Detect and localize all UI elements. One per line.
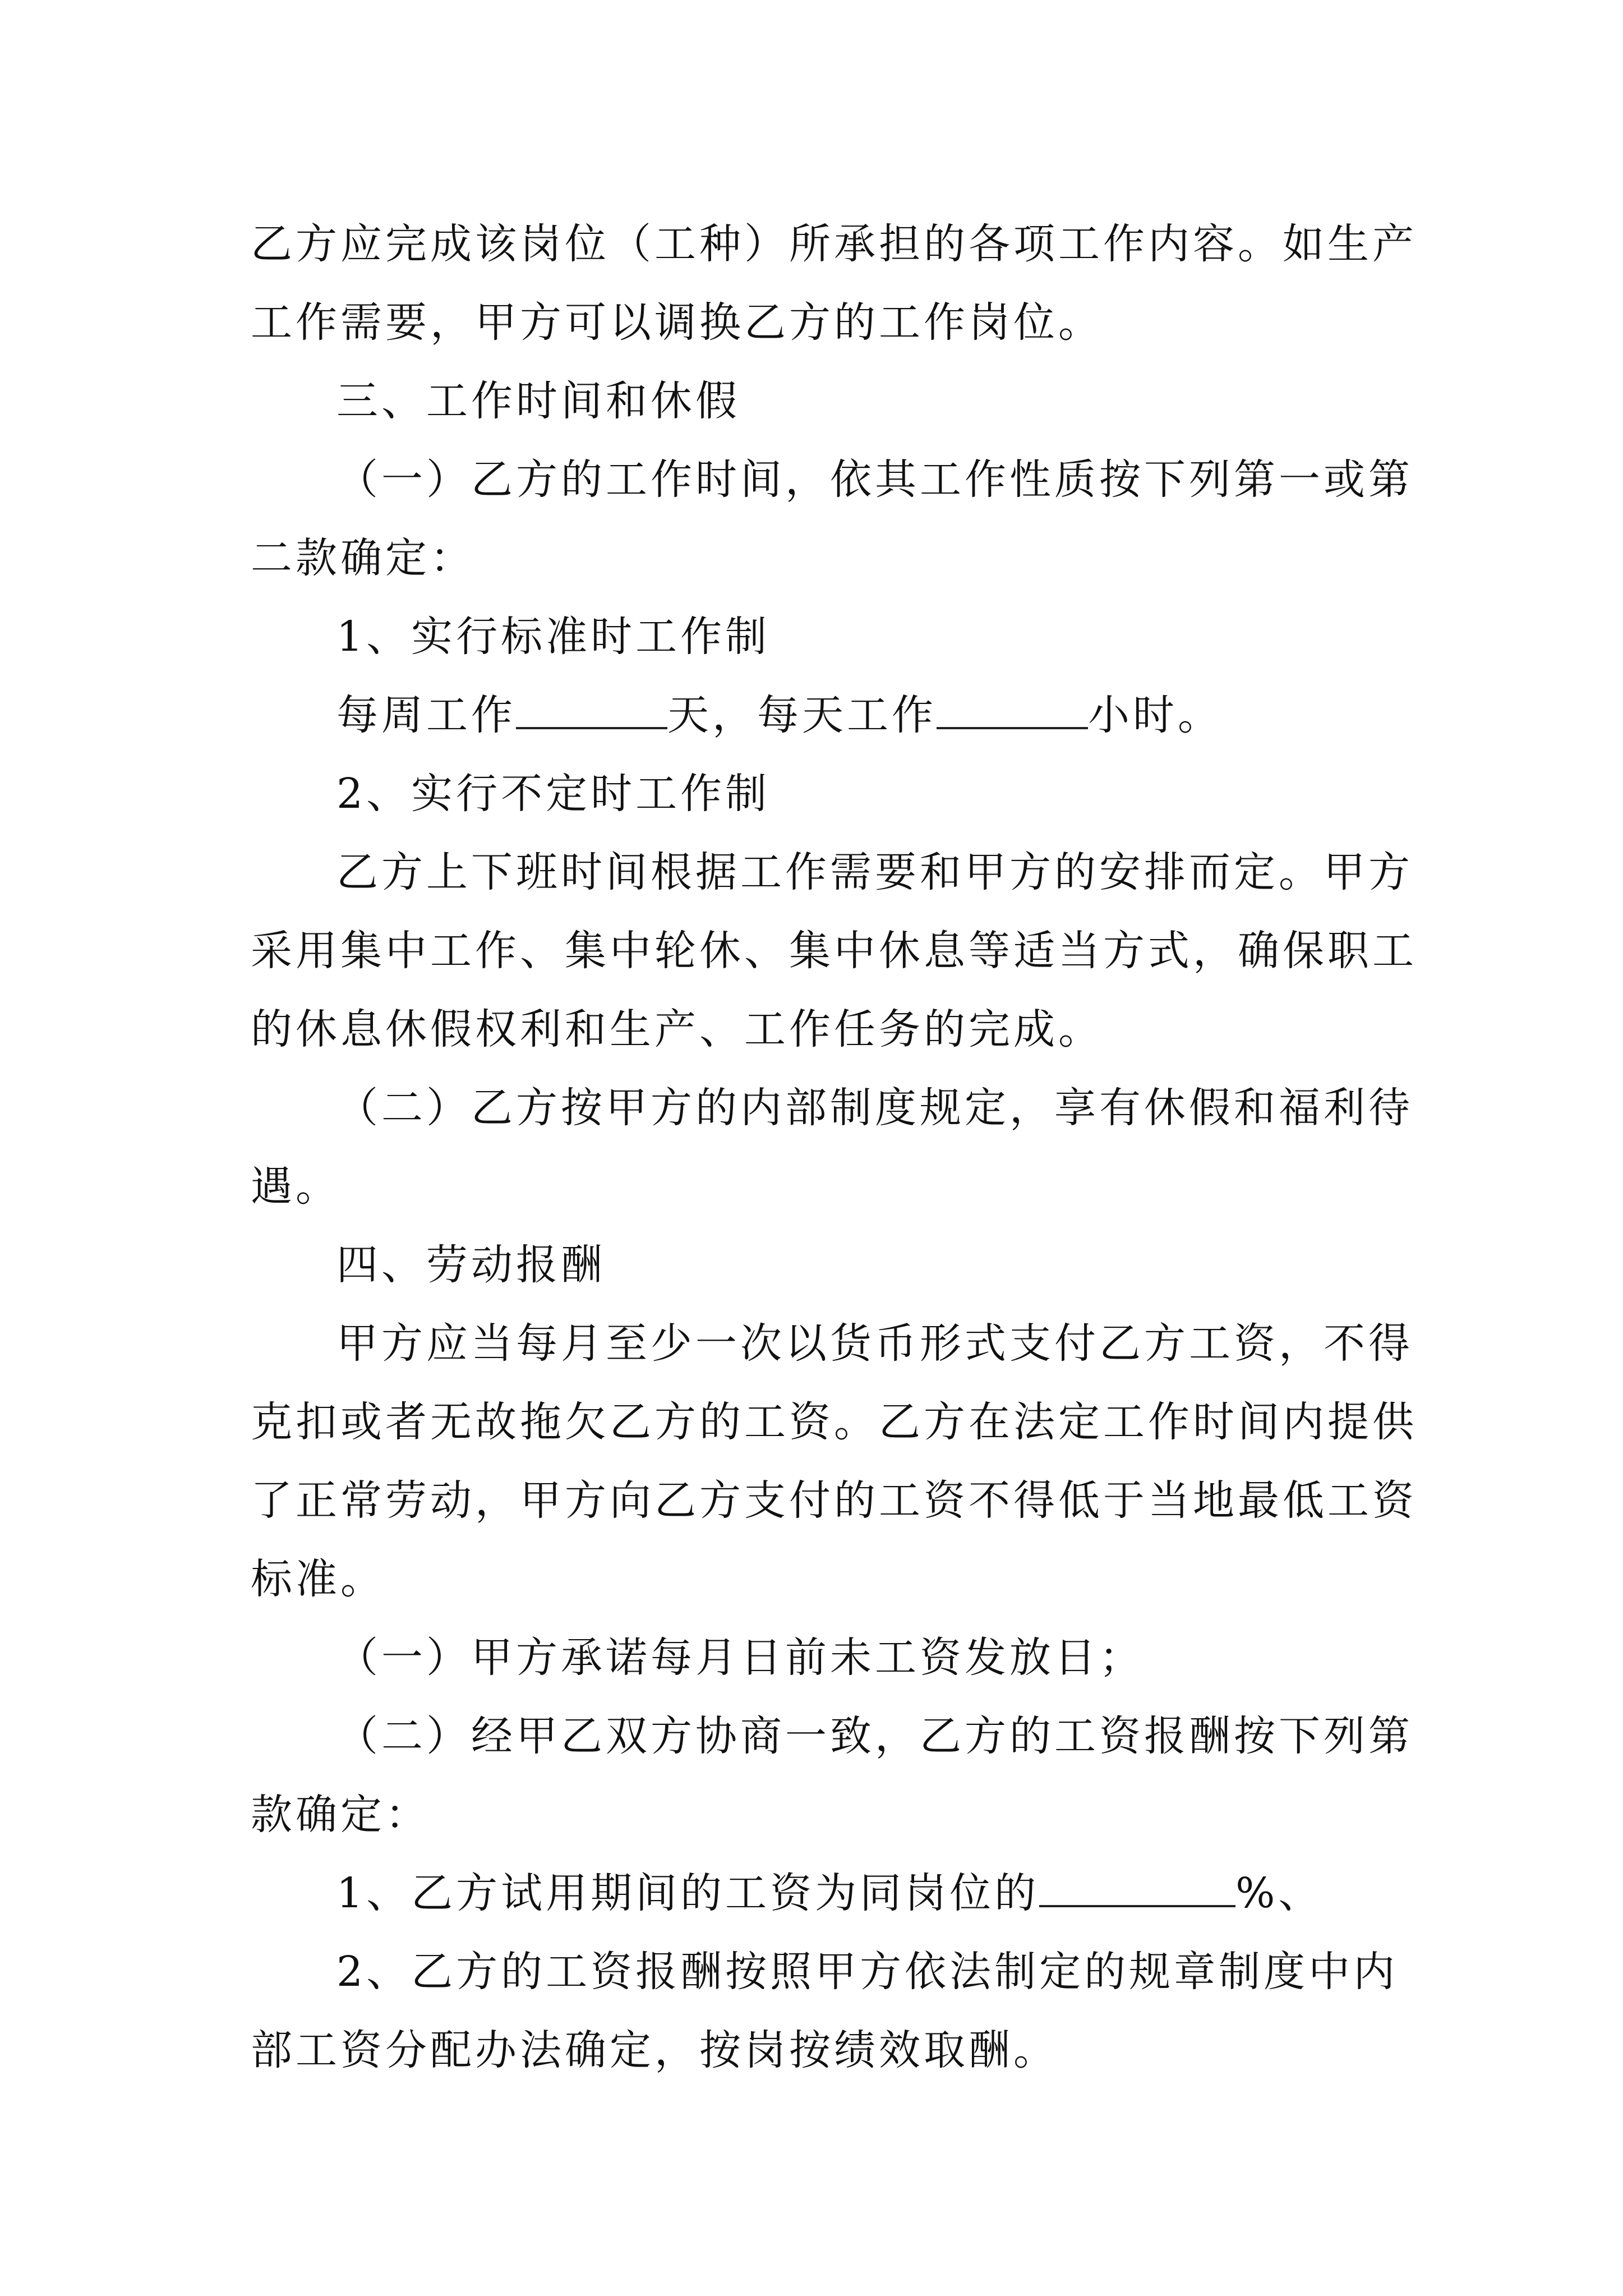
paragraph-line: 了正常劳动，甲方向乙方支付的工资不得低于当地最低工资 (251, 1476, 1417, 1525)
paragraph-line: 甲方应当每月至少一次以货币形式支付乙方工资，不得 (336, 1319, 1413, 1368)
work-week-text-1: 每周工作 (336, 691, 516, 739)
paragraph-line: 乙方上下班时间根据工作需要和甲方的安排而定。甲方 (336, 848, 1413, 896)
item-flexible-hours: 2、实行不定时工作制 (336, 770, 771, 818)
paragraph-line: 的休息休假权利和生产、工作任务的完成。 (251, 1005, 1103, 1053)
item-standard-hours: 1、实行标准时工作制 (336, 613, 771, 661)
clause-line: （二）经甲乙双方协商一致，乙方的工资报酬按下列第 (336, 1712, 1413, 1760)
clause-line: （二）乙方按甲方的内部制度规定，享有休假和福利待 (336, 1084, 1413, 1132)
clause-line: （一）甲方承诺每月日前未工资发放日； (336, 1634, 1144, 1682)
clause-line: （一）乙方的工作时间，依其工作性质按下列第一或第 (336, 455, 1413, 504)
paragraph-line: 2、乙方的工资报酬按照甲方依法制定的规章制度中内 (336, 1948, 1399, 1996)
clause-line: 二款确定： (251, 534, 475, 582)
section-heading-remuneration: 四、劳动报酬 (336, 1241, 606, 1289)
paragraph-line: 乙方应完成该岗位（工种）所承担的各项工作内容。如生产 (251, 220, 1417, 268)
hours-blank (937, 688, 1088, 729)
probation-text-1: 1、乙方试用期间的工资为同岗位的 (336, 1869, 1040, 1917)
paragraph-line: 部工资分配办法确定，按岗按绩效取酬。 (251, 2026, 1058, 2074)
clause-line: 遇。 (251, 1162, 340, 1211)
paragraph-line: 标准。 (251, 1555, 385, 1603)
paragraph-line: 采用集中工作、集中轮休、集中休息等适当方式，确保职工 (251, 927, 1417, 975)
work-week-text-3: 小时。 (1088, 691, 1223, 739)
probation-wage-line (336, 1865, 1323, 1921)
days-blank (516, 688, 667, 729)
percent-blank (1039, 1866, 1235, 1907)
work-week-line (336, 687, 1223, 743)
paragraph-line: 克扣或者无故拖欠乙方的工资。乙方在法定工作时间内提供 (251, 1398, 1417, 1446)
probation-text-2: %、 (1235, 1869, 1324, 1917)
paragraph-line: 工作需要，甲方可以调换乙方的工作岗位。 (251, 298, 1103, 347)
clause-line: 款确定： (251, 1791, 430, 1839)
work-week-text-2: 天，每天工作 (667, 691, 937, 739)
section-heading-work-time: 三、工作时间和休假 (336, 377, 740, 425)
